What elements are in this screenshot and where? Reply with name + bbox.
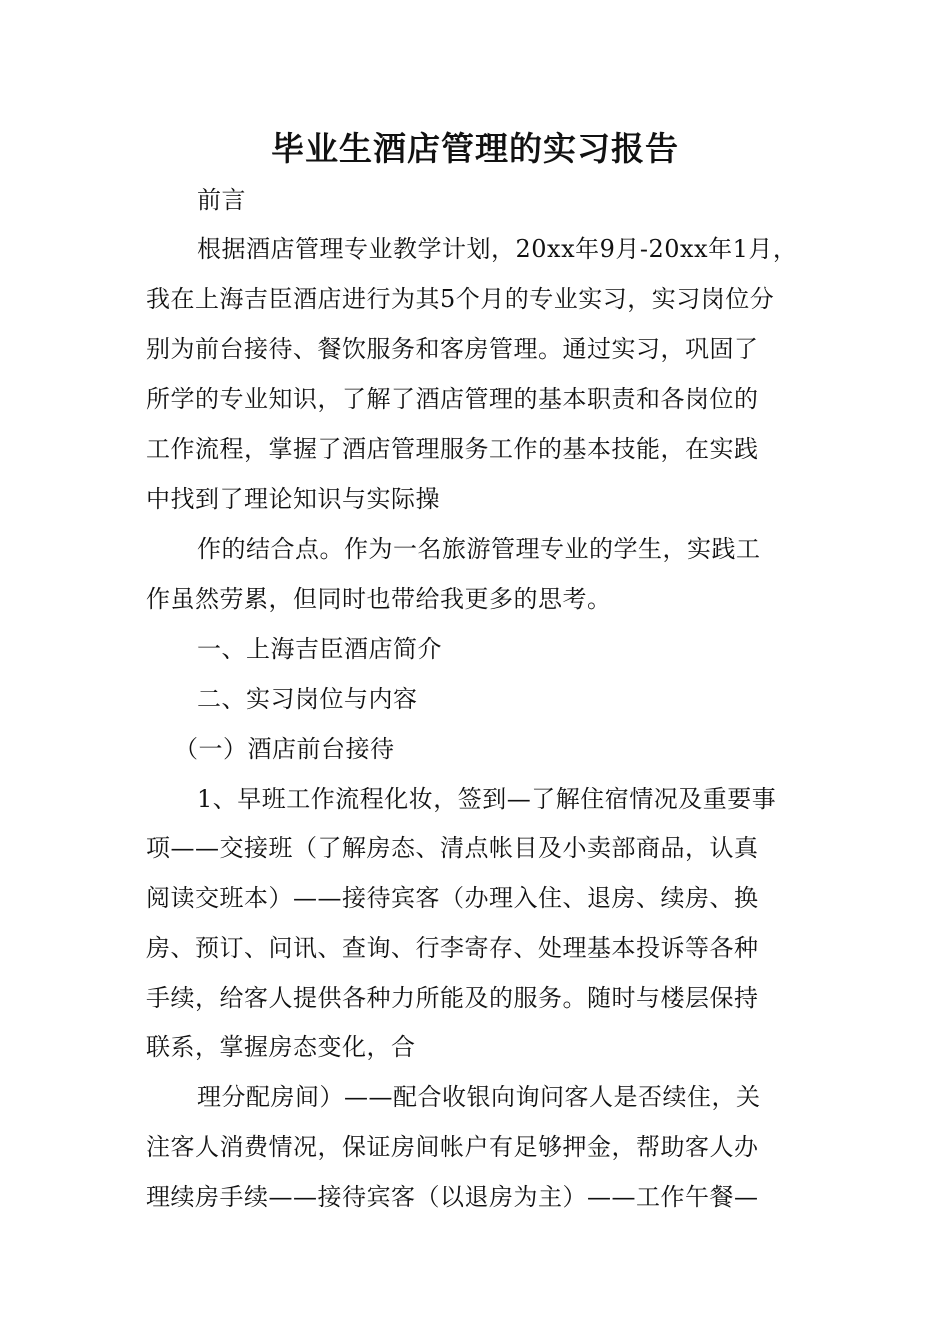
section-heading: 一、上海吉臣酒店简介 [197,635,442,663]
text-line: 理分配房间）——配合收银向询问客人是否续住，关 [197,1083,761,1111]
text-line: 手续，给客人提供各种力所能及的服务。随时与楼层保持 [146,984,759,1012]
subsection-heading: （一）酒店前台接待 [174,735,395,763]
text-line: 注客人消费情况，保证房间帐户有足够押金，帮助客人办 [146,1133,759,1161]
text-line: 所学的专业知识，了解了酒店管理的基本职责和各岗位的 [146,385,759,413]
text-line: 联系，掌握房态变化，合 [146,1033,416,1061]
text-line: 1、早班工作流程化妆，签到—了解住宿情况及重要事 [197,785,777,813]
text-line: 理续房手续——接待宾客（以退房为主）——工作午餐— [146,1183,759,1211]
text-line: 根据酒店管理专业教学计划，20xx年9月-20xx年1月， [197,235,798,263]
text-line: 前言 [197,186,246,214]
text-line: 工作流程，掌握了酒店管理服务工作的基本技能，在实践 [146,435,759,463]
document-title: 毕业生酒店管理的实习报告 [271,129,679,168]
text-line: 作的结合点。作为一名旅游管理专业的学生，实践工 [197,535,761,563]
text-line: 项——交接班（了解房态、清点帐目及小卖部商品，认真 [146,834,759,862]
text-line: 别为前台接待、餐饮服务和客房管理。通过实习，巩固了 [146,335,759,363]
text-line: 阅读交班本）——接待宾客（办理入住、退房、续房、换 [146,884,759,912]
text-line: 房、预订、问讯、查询、行李寄存、处理基本投诉等各种 [146,934,759,962]
text-line: 中找到了理论知识与实际操 [146,485,440,513]
text-line: 作虽然劳累，但同时也带给我更多的思考。 [146,585,612,613]
section-heading: 二、实习岗位与内容 [197,685,418,713]
text-line: 我在上海吉臣酒店进行为其5个月的专业实习，实习岗位分 [146,285,775,313]
